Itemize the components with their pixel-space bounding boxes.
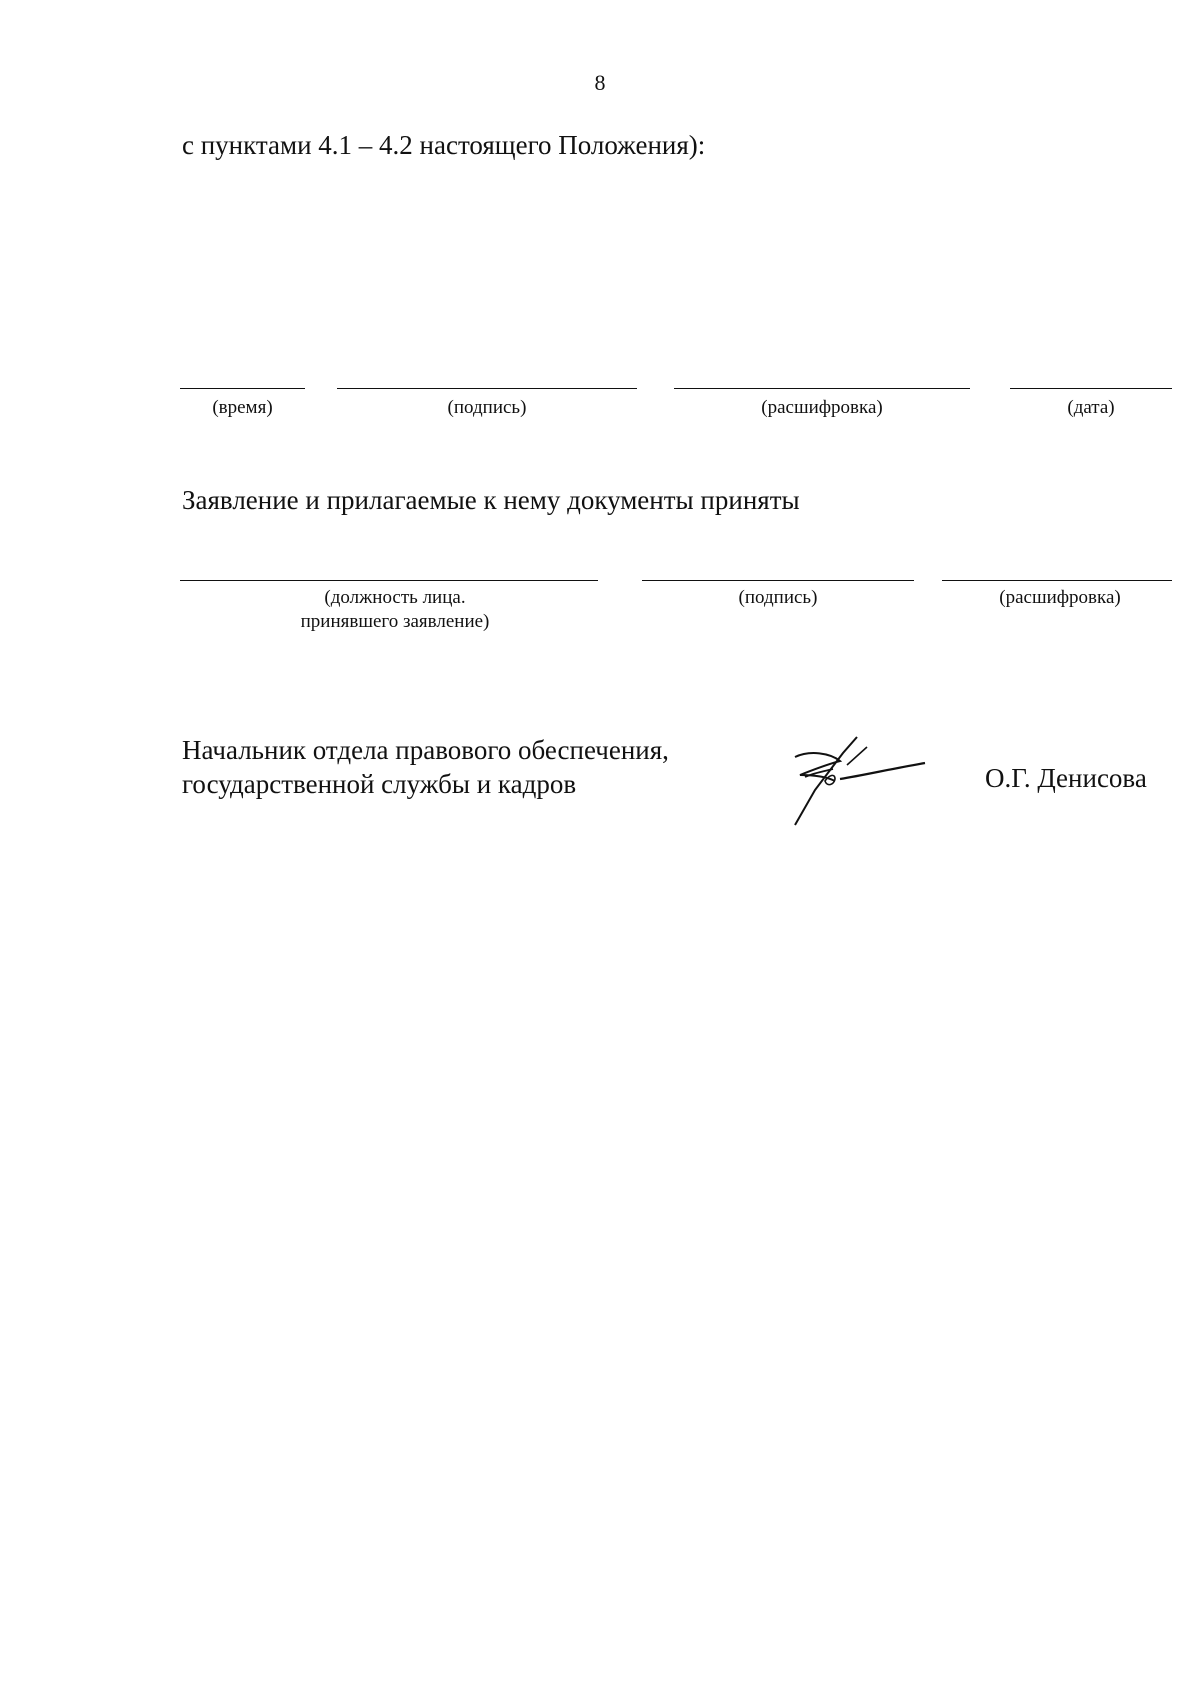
position-label-line1: (должность лица. (324, 587, 466, 608)
acceptance-text: Заявление и прилагаемые к нему документы приняты (182, 485, 800, 515)
date-line[interactable] (1010, 388, 1172, 389)
intro-text: с пунктами 4.1 – 4.2 настоящего Положения): (182, 130, 706, 160)
position-line[interactable] (180, 580, 598, 581)
handwritten-signature (785, 735, 935, 835)
signature-label: (подпись) (447, 397, 527, 418)
signatory-position-line1: Начальник отдела правового обеспечения, (182, 735, 669, 765)
signatory-position (182, 733, 669, 801)
acceptance-signature-label: (подпись) (738, 587, 818, 608)
acceptance-signature-line[interactable] (642, 580, 914, 581)
decoding-label: (расшифровка) (761, 397, 883, 418)
date-label: (дата) (1067, 397, 1115, 418)
time-label: (время) (212, 397, 273, 418)
acceptance-decoding-label: (расшифровка) (999, 587, 1121, 608)
page-number: 8 (594, 70, 606, 95)
position-label-line2: принявшего заявление) (300, 611, 490, 632)
signatory-position-line2: государственной службы и кадров (182, 769, 577, 799)
decoding-line[interactable] (674, 388, 970, 389)
position-label (235, 586, 555, 634)
signatory-name: О.Г. Денисова (985, 763, 1147, 793)
signature-line[interactable] (337, 388, 637, 389)
acceptance-decoding-line[interactable] (942, 580, 1172, 581)
time-line[interactable] (180, 388, 305, 389)
